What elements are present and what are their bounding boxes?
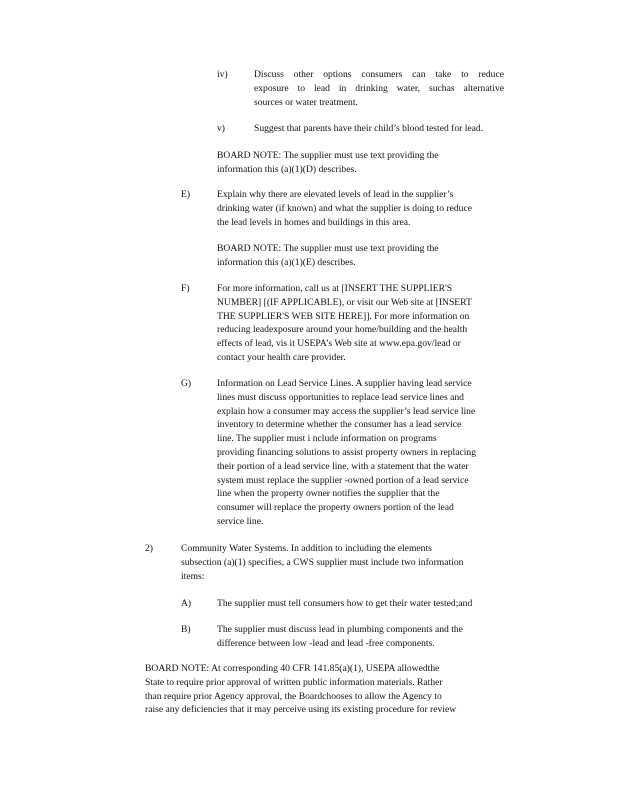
item-B-label: B) xyxy=(181,624,191,635)
text-line: providing financing solutions to assist property owners in replacing xyxy=(217,446,476,458)
text-line: the lead levels in homes and buildings in this area. xyxy=(217,216,411,228)
item-A-label: A) xyxy=(181,598,192,609)
text-line: BOARD NOTE: The supplier must use text providing the xyxy=(217,243,439,254)
subsection-2-label: 2) xyxy=(145,543,153,554)
text-line: difference between low -lead and lead -free components. xyxy=(217,637,435,649)
item-A-text xyxy=(217,597,537,611)
text-line: Suggest that parents have their child’s blood tested for lead. xyxy=(254,123,484,134)
text-line: Explain why there are elevated levels of lead in the supplier’s xyxy=(217,189,454,200)
text-line: Community Water Systems. In addition to including the elements xyxy=(181,543,432,554)
item-G-text xyxy=(217,377,537,529)
text-line: reducing leadexposure around your home/building and the health xyxy=(217,324,468,336)
subsection-2-text xyxy=(181,542,531,583)
item-v-label: v) xyxy=(217,123,225,134)
text-line: line when the property owner notifies the supplier that the xyxy=(217,488,440,500)
item-E-text xyxy=(217,188,537,229)
item-G-label: G) xyxy=(181,378,192,389)
text-line: drinking water (if known) and what the supplier is doing to reduce xyxy=(217,202,472,214)
item-iv-text xyxy=(254,68,504,109)
text-line: lines must discuss opportunities to replace lead service lines and xyxy=(217,391,464,403)
text-line: explain how a consumer may access the supplier’s lead service line xyxy=(217,405,476,417)
item-F-label: F) xyxy=(181,283,190,294)
item-F-text xyxy=(217,282,542,365)
text-line: information this (a)(1)(D) describes. xyxy=(217,163,357,175)
text-line: sources or water treatment. xyxy=(254,96,358,108)
item-E-label: E) xyxy=(181,189,191,200)
text-line: consumer will replace the property owners portion of the lead xyxy=(217,502,454,514)
text-line: subsection (a)(1) specifies, a CWS supplier must include two information xyxy=(181,556,464,568)
text-line: raise any deficiencies that it may perceive using its existing procedure for review xyxy=(145,704,457,716)
text-line: line. The supplier must i nclude information on programs xyxy=(217,433,437,445)
text-line: THE SUPPLIER'S WEB SITE HERE]]. For more information on xyxy=(217,310,470,322)
text-line: service line. xyxy=(217,515,264,527)
board-note-final xyxy=(145,662,525,717)
text-line: inventory to determine whether the consumer has a lead service xyxy=(217,419,462,431)
text-line: items: xyxy=(181,570,205,582)
text-line: information this (a)(1)(E) describes. xyxy=(217,256,356,268)
text-line: NUMBER] [(IF APPLICABLE), or visit our Web site at [INSERT xyxy=(217,296,472,308)
text-line: contact your health care provider. xyxy=(217,351,346,363)
text-line: For more information, call us at [INSERT THE SUPPLIER'S xyxy=(217,283,453,294)
text-line: Discuss other options consumers can take to reduce xyxy=(254,69,504,80)
text-line: than require prior Agency approval, the Boardchooses to allow the Agency to xyxy=(145,690,442,702)
item-iv-label: iv) xyxy=(217,69,228,80)
text-line: State to require prior approval of written public information materials. Rather xyxy=(145,676,443,688)
text-line: system must replace the supplier -owned portion of a lead service xyxy=(217,474,469,486)
text-line: effects of lead, vis it USEPA’s Web site at www.epa.gov/lead or xyxy=(217,338,461,350)
item-B-text xyxy=(217,623,537,651)
text-line: The supplier must discuss lead in plumbing components and the xyxy=(217,624,463,635)
text-line: their portion of a lead service line, with a statement that the water xyxy=(217,460,469,472)
text-line: The supplier must tell consumers how to get their water tested;and xyxy=(217,598,473,609)
text-line: exposure to lead in drinking water, suchas alternative xyxy=(254,82,504,94)
text-line: BOARD NOTE: The supplier must use text providing the xyxy=(217,150,439,161)
item-v-text xyxy=(254,122,544,136)
text-line: Information on Lead Service Lines. A supplier having lead service xyxy=(217,378,472,389)
board-note-e xyxy=(217,242,507,270)
board-note-d xyxy=(217,149,507,177)
text-line: BOARD NOTE: At corresponding 40 CFR 141.85(a)(1), USEPA allowedthe xyxy=(145,663,440,674)
